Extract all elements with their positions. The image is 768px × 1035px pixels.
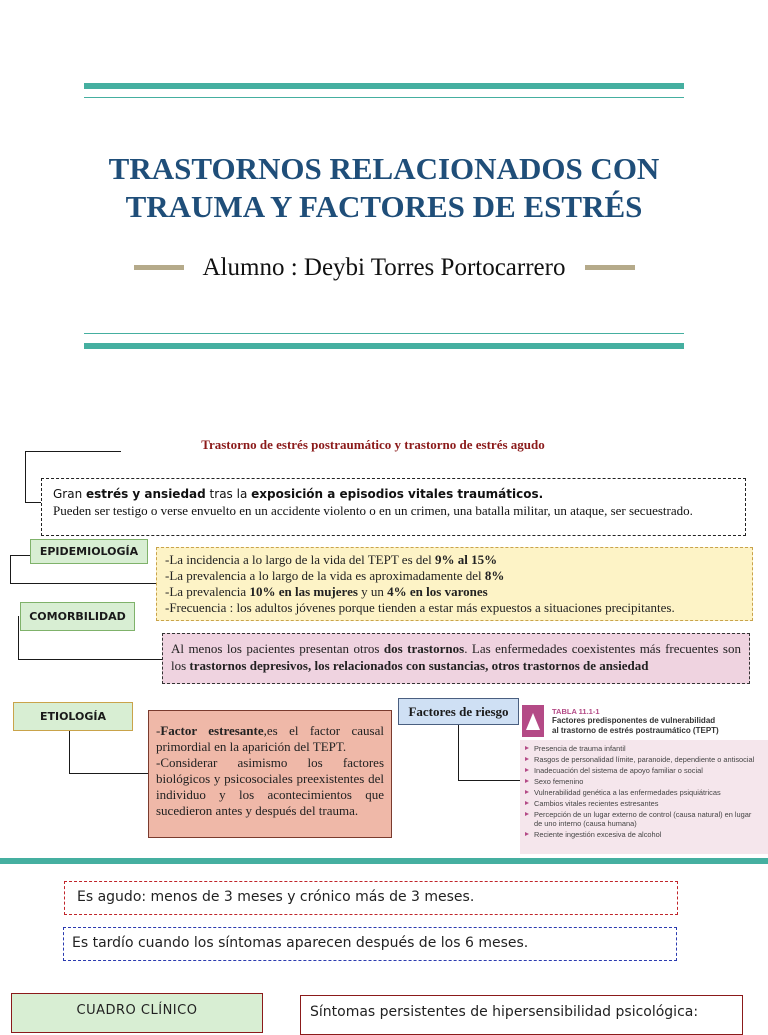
cuadro-clinico-label: CUADRO CLÍNICO [11,993,263,1033]
etiologia-text-2: -Considerar asimismo los factores biológicos y psicosociales preexistentes del individuo y los acontecimientos que sucedieron antes y después del trauma. [156,755,384,818]
top-teal-bar [84,83,684,89]
epi-line-2: -La prevalencia a lo largo de la vida es aproximadamente del 8% [165,568,505,583]
connector [10,555,30,556]
epidemiologia-label: EPIDEMIOLOGÍA [30,539,148,564]
risk-factors-table [520,702,768,854]
comorbilidad-label: COMORBILIDAD [20,602,135,631]
intro-box [41,478,746,536]
epi-line-3: -La prevalencia 10% en las mujeres y un 4% en los varones [165,584,488,599]
connector [10,555,11,584]
bottom-thin-line [84,333,684,334]
epidemiologia-box [156,547,753,621]
list-item: Sexo femenino [525,777,765,786]
connector [18,659,163,660]
list-item: Cambios vitales recientes estresantes [525,799,765,808]
list-item: Percepción de un lugar externo de control (causa natural) en lugar de uno interno (causa humana) [525,810,754,828]
connector [69,773,149,774]
table-title-1: Factores predisponentes de vulnerabilidad [552,716,716,725]
factores-label: Factores de riesgo [398,698,519,725]
title-line-2: TRAUMA Y FACTORES DE ESTRÉS [125,189,643,224]
list-item: Reciente ingestión excesiva de alcohol [525,830,765,839]
student-name: Alumno : Deybi Torres Portocarrero [202,254,566,281]
table-list [525,744,765,839]
tardio-box: Es tardío cuando los síntomas aparecen después de los 6 meses. [63,927,677,961]
section-heading: Trastorno de estrés postraumático y trastorno de estrés agudo [201,437,545,452]
connector [458,780,520,781]
triangle-icon [525,711,541,731]
sintomas-box: Síntomas persistentes de hipersensibilidad psicológica: [300,995,743,1035]
table-title-2: al trastorno de estrés postraumático (TEPT) [552,726,719,735]
list-item: Vulnerabilidad genética a las enfermedades psiquiátricas [525,788,765,797]
top-thin-line [84,97,684,98]
etiologia-text-1: -Factor estresante,es el factor causal primordial en la aparición del TEPT. [156,723,384,754]
comorbilidad-box: Al menos los pacientes presentan otros dos trastornos. Las enfermedades coexistentes más frecuentes son los trastornos depresivos, los relacionados con sustancias, otros trastornos de ansiedad [162,633,750,684]
intro-line-1: Gran estrés y ansiedad tras la exposición a episodios vitales traumáticos. [53,487,544,501]
agudo-box: Es agudo: menos de 3 meses y crónico más de 3 meses. [64,881,678,915]
intro-line-2: Pueden ser testigo o verse envuelto en un accidente violento o en un crimen, una batalla militar, un ataque, ser secuestrado. [53,503,693,518]
epi-line-4: -Frecuencia : los adultos jóvenes porque tienden a estar más expuestos a situaciones precipitantes. [165,600,675,615]
connector [25,451,121,452]
connector [18,616,19,660]
etiologia-label: ETIOLOGÍA [13,702,133,731]
list-item: Inadecuación del sistema de apoyo familiar o social [525,766,765,775]
page-title [0,150,768,226]
connector [10,583,156,584]
connector [25,451,26,503]
etiologia-box [148,710,392,838]
connector [458,725,459,781]
title-line-1: TRASTORNOS RELACIONADOS CON [108,151,660,186]
connector [69,731,70,774]
connector [25,502,41,503]
epi-line-1: -La incidencia a lo largo de la vida del TEPT es del 9% al 15% [165,552,498,567]
list-item: Presencia de trauma infantil [525,744,765,753]
list-item: Rasgos de personalidad límite, paranoide, dependiente o antisocial [525,755,765,764]
bottom-teal-bar [84,343,684,349]
table-number: TABLA 11.1-1 [552,707,600,716]
section-separator [0,858,768,864]
